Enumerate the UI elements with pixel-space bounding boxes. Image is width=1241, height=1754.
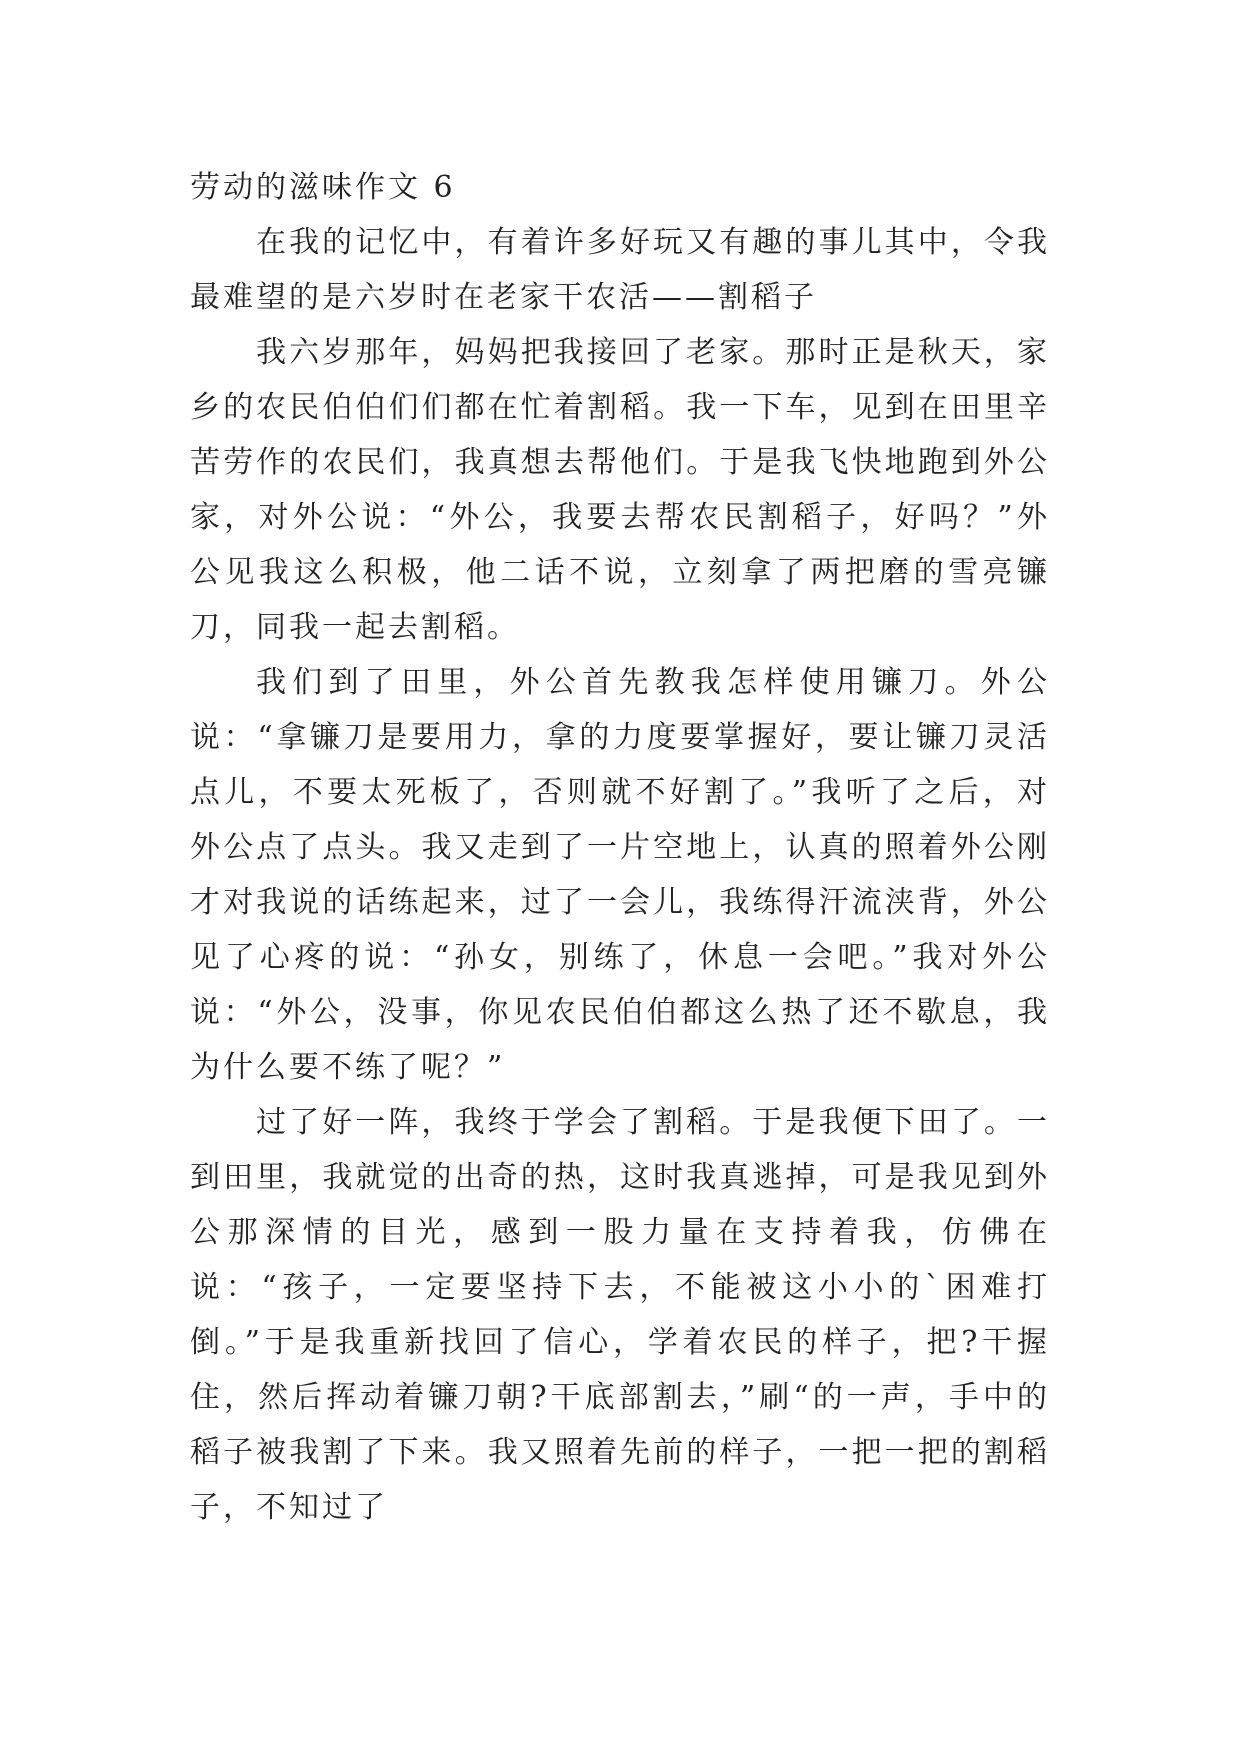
- paragraph: 我六岁那年，妈妈把我接回了老家。那时正是秋天，家乡的农民伯伯们们都在忙着割稻。我一下车，见到在田里辛苦劳作的农民们，我真想去帮他们。于是我飞快地跑到外公家，对外公说：“外公，我要去帮农民割稻子，好吗？”外公见我这么积极，他二话不说，立刻拿了两把磨的雪亮镰刀，同我一起去割稻。: [190, 335, 1050, 645]
- paragraph: 我们到了田里，外公首先教我怎样使用镰刀。外公说：“拿镰刀是要用力，拿的力度要掌握好，要让镰刀灵活点儿，不要太死板了，否则就不好割了。”我听了之后，对外公点了点头。我又走到了一片空地上，认真的照着外公刚才对我说的话练起来，过了一会儿，我练得汗流浃背，外公见了心疼的说：“孙女，别练了，休息一会吧。”我对外公说：“外公，没事，你见农民伯伯都这么热了还不歇息，我为什么要不练了呢？”: [190, 665, 1050, 1085]
- paragraph: 过了好一阵，我终于学会了割稻。于是我便下田了。一到田里，我就觉的出奇的热，这时我真逃掉，可是我见到外公那深情的目光，感到一股力量在支持着我，仿佛在说：“孩子，一定要坚持下去，不能被这小小的`困难打倒。”于是我重新找回了信心，学着农民的样子，把?干握住，然后挥动着镰刀朝?干底部割去，”刷“的一声，手中的稻子被我割了下来。我又照着先前的样子，一把一把的割稻子，不知过了: [190, 1105, 1050, 1525]
- document-body: [190, 160, 1050, 1535]
- document-title: 劳动的滋味作文 6: [190, 170, 456, 205]
- paragraph: 在我的记忆中，有着许多好玩又有趣的事儿其中，令我最难望的是六岁时在老家干农活——割稻子: [190, 225, 1050, 315]
